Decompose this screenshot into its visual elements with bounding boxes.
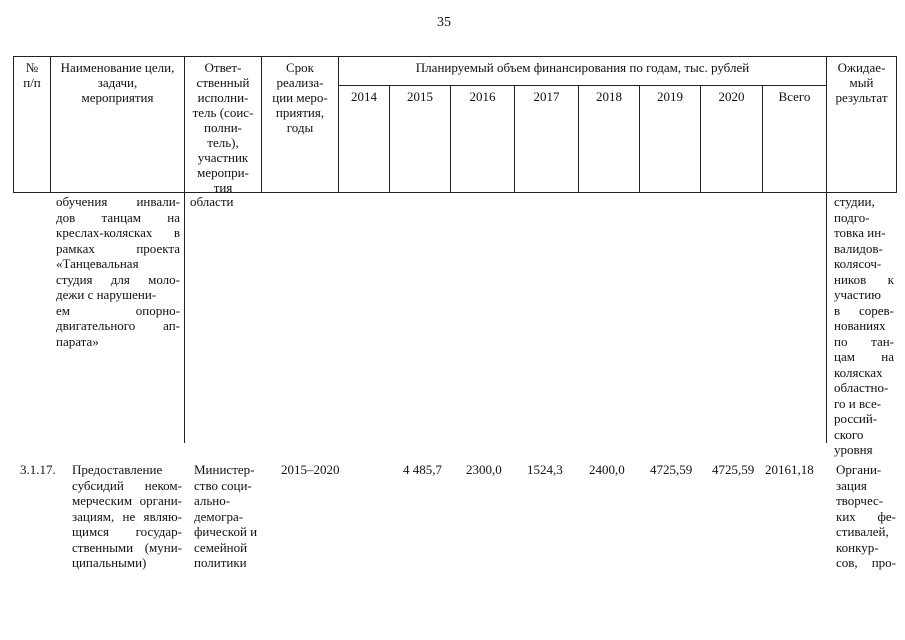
cont-row-name: обучения инвали- дов танцам на креслах-колясках в рамках проекта «Танцевальная студия для моло- дежи с нарушени- ем опорно- двигательного ап- парата» — [56, 194, 180, 349]
header-col-number: № п/п — [23, 60, 41, 90]
row-3117-result: Органи- зация творчес- ких фе- стивалей, конкур- сов, про- — [836, 462, 896, 570]
header-col-executor: Ответ- ственный исполни- тель (соис- полни- тель), участник меропри- тия — [192, 60, 254, 195]
row-3117-value-2018: 2400,0 — [589, 462, 625, 477]
header-year-2014: 2014 — [351, 89, 377, 104]
header-year-2019: 2019 — [657, 89, 683, 104]
header-year-2015: 2015 — [407, 89, 433, 104]
header-col-result: Ожидае- мый результат — [835, 60, 888, 105]
header-year-2020: 2020 — [718, 89, 745, 104]
header-total: Всего — [778, 89, 811, 104]
header-year-2016: 2016 — [469, 89, 496, 104]
row-3117-number: 3.1.17. — [20, 462, 56, 477]
cont-row-executor: области — [190, 194, 234, 209]
row-3117-term: 2015–2020 — [281, 462, 340, 477]
header-year-2018: 2018 — [596, 89, 622, 104]
row-3117-name: Предоставление субсидий неком- мерческим органи- зациям, не являю- щимся государ- ственными (муни- ципальными) — [72, 462, 182, 570]
row-3117-value-2016: 2300,0 — [466, 462, 502, 477]
header-col-term: Срок реализа- ции меро- приятия, годы — [272, 60, 328, 135]
row-3117-value-2020: 4725,59 — [712, 462, 755, 477]
header-col-financing: Планируемый объем финансирования по годам, тыс. рублей — [415, 60, 750, 75]
row-3117-value-total: 20161,18 — [765, 462, 814, 477]
header-col-name: Наименование цели, задачи, мероприятия — [60, 60, 175, 105]
row-3117-value-2017: 1524,3 — [527, 462, 563, 477]
row-3117-executor: Министер- ство соци- ально- демогра- фической и семейной политики — [194, 462, 258, 570]
row-3117-value-2019: 4725,59 — [650, 462, 693, 477]
page-number: 35 — [437, 15, 451, 30]
row-3117-value-2015: 4 485,7 — [403, 462, 442, 477]
cont-row-result: студии, подго- товка ин- валидов- колясоч- ников к участию в сорев- нованиях по тан- цам на колясках областно- го и все- россий- ского уровня — [834, 194, 894, 457]
header-year-2017: 2017 — [533, 89, 560, 104]
